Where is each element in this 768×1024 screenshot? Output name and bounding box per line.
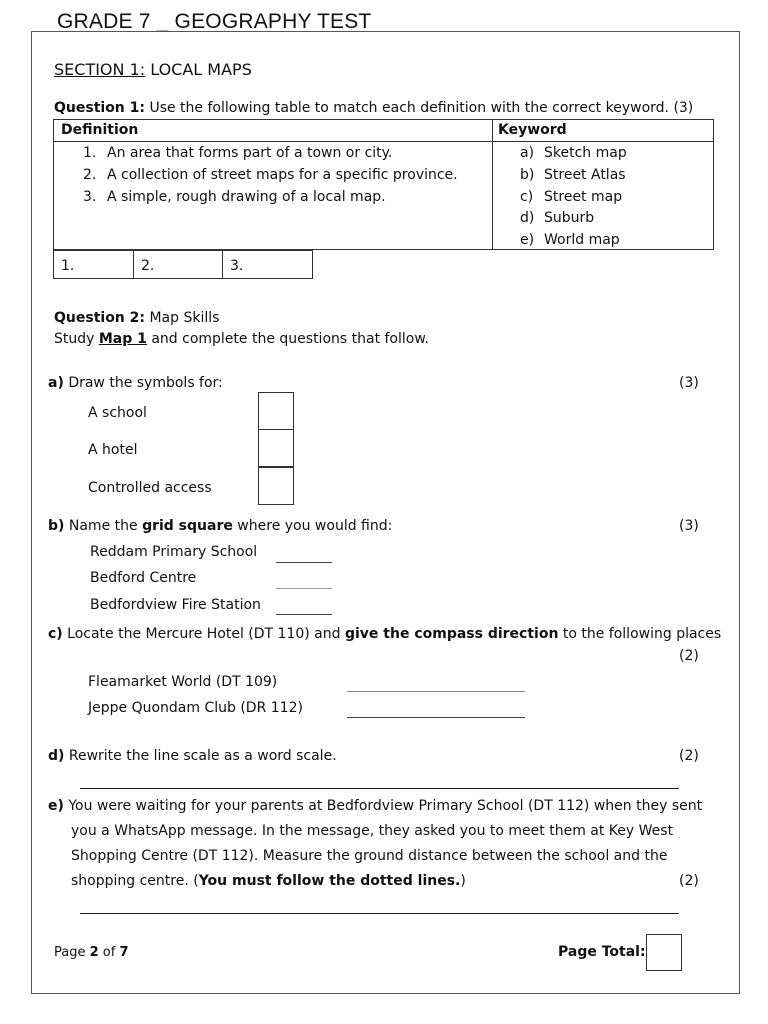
keyword-letter: d) <box>520 210 535 226</box>
place-label: Fleamarket World (DT 109) <box>88 674 278 690</box>
keyword-text: Sketch map <box>544 145 627 161</box>
keyword-text: Street Atlas <box>544 167 626 183</box>
q2c-prompt: c) Locate the Mercure Hotel (DT 110) and give the compass direction to the following places <box>48 626 722 642</box>
keyword-letter: a) <box>520 145 535 161</box>
direction-answer-line[interactable] <box>347 691 525 692</box>
q2d-marks: (2) <box>679 748 699 764</box>
place-label: Jeppe Quondam Club (DR 112) <box>88 700 303 716</box>
definition-num: 1. <box>83 145 97 161</box>
direction-answer-line[interactable] <box>347 717 525 718</box>
q2e-line-1: e) You were waiting for your parents at Bedfordview Primary School (DT 112) when they sent <box>48 798 703 814</box>
q2b-prompt: b) Name the grid square where you would find: <box>48 518 393 534</box>
q2e-line-3: Shopping Centre (DT 112). Measure the ground distance between the school and the <box>71 848 668 864</box>
symbol-answer-box[interactable] <box>258 392 294 430</box>
grid-answer-line[interactable] <box>276 562 332 563</box>
word-scale-answer-line[interactable] <box>80 788 679 789</box>
q1-prompt <box>54 100 693 116</box>
definition-text: A collection of street maps for a specific province. <box>107 167 458 183</box>
q1-label: Question 1: <box>54 100 145 116</box>
definition-text: An area that forms part of a town or city. <box>107 145 393 161</box>
q2d-prompt: d) Rewrite the line scale as a word scale. <box>48 748 337 764</box>
section-heading <box>54 60 252 79</box>
answer-cell-divider <box>222 250 223 279</box>
answer-cell-3[interactable]: 3. <box>230 258 244 274</box>
col-definition-header: Definition <box>61 122 139 138</box>
symbol-answer-box[interactable] <box>258 467 294 505</box>
page-number: Page 2 of 7 <box>54 945 129 960</box>
section-title: LOCAL MAPS <box>145 60 252 79</box>
definition-text: A simple, rough drawing of a local map. <box>107 189 386 205</box>
answer-cell-1[interactable]: 1. <box>61 258 75 274</box>
keyword-letter: b) <box>520 167 535 183</box>
map-reference: Map 1 <box>98 331 147 347</box>
definition-num: 2. <box>83 167 97 183</box>
symbol-label: Controlled access <box>88 480 212 496</box>
section-label: SECTION 1: <box>54 60 146 79</box>
grid-answer-line[interactable] <box>276 588 332 589</box>
keyword-text: Suburb <box>544 210 595 226</box>
page-total-label: Page Total: <box>558 944 646 960</box>
keyword-text: Street map <box>544 189 623 205</box>
q1-text: Use the following table to match each definition with the correct keyword. (3) <box>145 100 694 116</box>
place-label: Bedfordview Fire Station <box>90 597 261 613</box>
place-label: Reddam Primary School <box>90 544 258 560</box>
keyword-letter: e) <box>520 232 535 248</box>
table-header-divider <box>53 141 714 142</box>
q2-label: Question 2: <box>54 310 145 326</box>
keyword-text: World map <box>544 232 620 248</box>
definition-num: 3. <box>83 189 97 205</box>
q2b-marks: (3) <box>679 518 699 534</box>
answer-cell-divider <box>133 250 134 279</box>
answer-cell-2[interactable]: 2. <box>141 258 155 274</box>
distance-answer-line[interactable] <box>80 913 679 914</box>
place-label: Bedford Centre <box>90 570 197 586</box>
q2e-line-2: you a WhatsApp message. In the message, they asked you to meet them at Key West <box>71 823 674 839</box>
matching-table <box>53 119 714 250</box>
q2c-marks: (2) <box>679 648 699 664</box>
symbol-label: A school <box>88 405 147 421</box>
symbol-label: A hotel <box>88 442 138 458</box>
q1-answer-row <box>53 250 313 279</box>
keyword-letter: c) <box>520 189 534 205</box>
col-keyword-header: Keyword <box>498 122 567 138</box>
q2e-marks: (2) <box>679 873 699 889</box>
symbol-answer-box[interactable] <box>258 429 294 467</box>
table-column-divider <box>492 119 493 250</box>
q2a-marks: (3) <box>679 375 699 391</box>
q2-heading <box>54 310 219 326</box>
q2-title: Map Skills <box>145 310 220 326</box>
test-title: GRADE 7 _ GEOGRAPHY TEST <box>57 10 372 33</box>
q2a-prompt: a) Draw the symbols for: <box>48 375 223 391</box>
q2-instruction: Study Map 1 and complete the questions that follow. <box>54 331 429 347</box>
page-total-box[interactable] <box>646 934 682 971</box>
q2e-line-4: shopping centre. (You must follow the dotted lines.) <box>71 873 466 889</box>
grid-answer-line[interactable] <box>276 614 332 615</box>
